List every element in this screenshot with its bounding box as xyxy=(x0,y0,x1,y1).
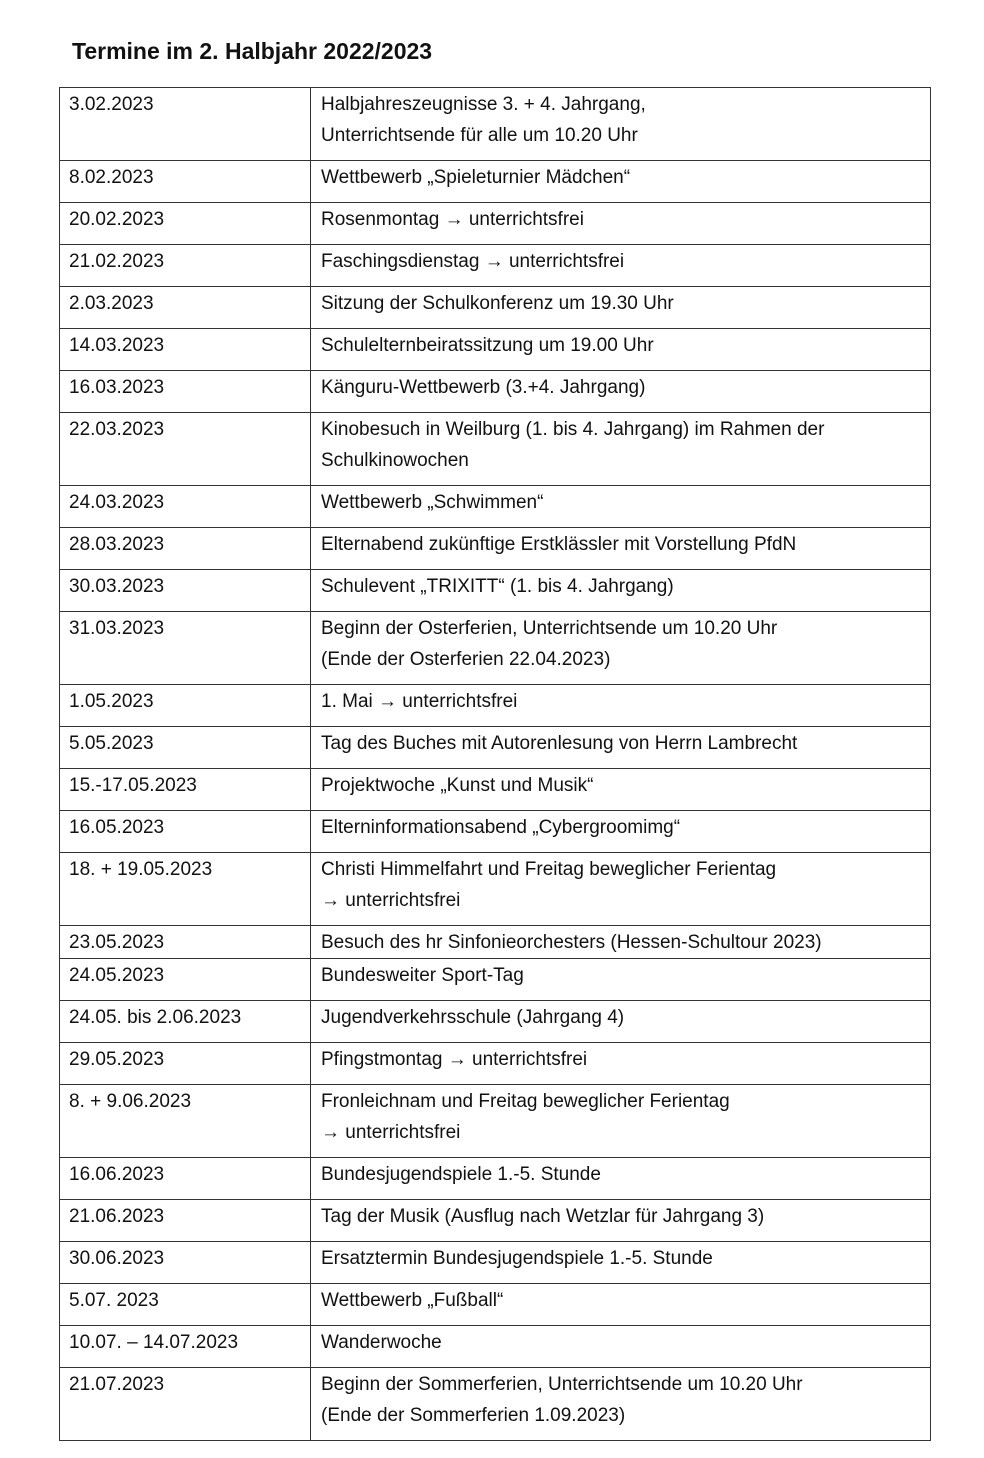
event-text-line: Wettbewerb „Fußball“ xyxy=(321,1290,504,1311)
event-cell xyxy=(311,1368,931,1441)
date-cell: 5.07. 2023 xyxy=(60,1284,311,1326)
event-text-line: Bundesweiter Sport-Tag xyxy=(321,965,524,986)
event-cell xyxy=(311,959,931,1001)
event-text-line: Beginn der Osterferien, Unterrichtsende um 10.20 Uhr xyxy=(321,618,778,639)
table-row xyxy=(60,528,931,570)
event-cell xyxy=(311,329,931,371)
date-cell: 14.03.2023 xyxy=(60,329,311,371)
date-cell: 15.-17.05.2023 xyxy=(60,769,311,811)
table-row xyxy=(60,1326,931,1368)
event-text-line: Ersatztermin Bundesjugendspiele 1.-5. Stunde xyxy=(321,1248,713,1269)
table-row xyxy=(60,959,931,1001)
event-text-line: Tag der Musik (Ausflug nach Wetzlar für Jahrgang 3) xyxy=(321,1206,765,1227)
event-text-line: Rosenmontag → unterrichtsfrei xyxy=(321,209,584,230)
date-cell: 30.06.2023 xyxy=(60,1242,311,1284)
event-text-line: Wanderwoche xyxy=(321,1332,442,1353)
date-cell: 20.02.2023 xyxy=(60,203,311,245)
event-text-line: 1. Mai → unterrichtsfrei xyxy=(321,691,518,712)
date-cell: 8.02.2023 xyxy=(60,161,311,203)
table-row xyxy=(60,486,931,528)
date-cell: 24.03.2023 xyxy=(60,486,311,528)
event-text-line: (Ende der Sommerferien 1.09.2023) xyxy=(321,1405,626,1426)
event-text-line: → unterrichtsfrei xyxy=(321,1122,461,1143)
table-row xyxy=(60,371,931,413)
schedule-table-body xyxy=(60,88,931,1441)
event-text-line: Schulelternbeiratssitzung um 19.00 Uhr xyxy=(321,335,654,356)
event-text-line: Wettbewerb „Schwimmen“ xyxy=(321,492,544,513)
date-cell: 23.05.2023 xyxy=(60,926,311,959)
event-cell xyxy=(311,853,931,926)
table-row xyxy=(60,1200,931,1242)
event-cell xyxy=(311,528,931,570)
date-cell: 21.02.2023 xyxy=(60,245,311,287)
event-cell xyxy=(311,287,931,329)
date-cell: 29.05.2023 xyxy=(60,1043,311,1085)
table-row xyxy=(60,685,931,727)
event-text-line: Wettbewerb „Spieleturnier Mädchen“ xyxy=(321,167,631,188)
date-cell: 24.05.2023 xyxy=(60,959,311,1001)
table-row xyxy=(60,1001,931,1043)
date-cell: 8. + 9.06.2023 xyxy=(60,1085,311,1158)
date-cell: 16.05.2023 xyxy=(60,811,311,853)
table-row xyxy=(60,1043,931,1085)
date-cell: 31.03.2023 xyxy=(60,612,311,685)
date-cell: 21.06.2023 xyxy=(60,1200,311,1242)
event-cell xyxy=(311,371,931,413)
event-text-line: Elterninformationsabend „Cybergroomimg“ xyxy=(321,817,681,838)
event-cell xyxy=(311,88,931,161)
table-row xyxy=(60,612,931,685)
date-cell: 22.03.2023 xyxy=(60,413,311,486)
event-cell xyxy=(311,612,931,685)
table-row xyxy=(60,413,931,486)
table-row xyxy=(60,203,931,245)
table-row xyxy=(60,769,931,811)
event-cell xyxy=(311,1158,931,1200)
event-text-line: → unterrichtsfrei xyxy=(321,890,461,911)
table-row xyxy=(60,1158,931,1200)
table-row xyxy=(60,161,931,203)
table-row xyxy=(60,853,931,926)
table-row xyxy=(60,1242,931,1284)
date-cell: 30.03.2023 xyxy=(60,570,311,612)
event-cell xyxy=(311,1085,931,1158)
event-text-line: Besuch des hr Sinfonieorchesters (Hessen-Schultour 2023) xyxy=(321,932,822,953)
date-cell: 16.06.2023 xyxy=(60,1158,311,1200)
table-row xyxy=(60,1085,931,1158)
event-text-line: Kinobesuch in Weilburg (1. bis 4. Jahrgang) im Rahmen der xyxy=(321,419,825,440)
event-text-line: Christi Himmelfahrt und Freitag beweglicher Ferientag xyxy=(321,859,777,880)
event-text-line: Projektwoche „Kunst und Musik“ xyxy=(321,775,594,796)
event-text-line: (Ende der Osterferien 22.04.2023) xyxy=(321,649,611,670)
page-title: Termine im 2. Halbjahr 2022/2023 xyxy=(72,38,433,64)
event-cell xyxy=(311,1043,931,1085)
event-cell xyxy=(311,1242,931,1284)
table-row xyxy=(60,926,931,959)
event-cell xyxy=(311,413,931,486)
event-cell xyxy=(311,1284,931,1326)
table-row xyxy=(60,1368,931,1441)
event-text-line: Schulevent „TRIXITT“ (1. bis 4. Jahrgang) xyxy=(321,576,674,597)
event-cell xyxy=(311,161,931,203)
table-row xyxy=(60,570,931,612)
date-cell: 16.03.2023 xyxy=(60,371,311,413)
table-row xyxy=(60,811,931,853)
date-cell: 2.03.2023 xyxy=(60,287,311,329)
event-cell xyxy=(311,811,931,853)
date-cell: 28.03.2023 xyxy=(60,528,311,570)
event-cell xyxy=(311,769,931,811)
event-text-line: Bundesjugendspiele 1.-5. Stunde xyxy=(321,1164,601,1185)
table-row xyxy=(60,88,931,161)
event-cell xyxy=(311,486,931,528)
event-cell xyxy=(311,1326,931,1368)
event-cell xyxy=(311,245,931,287)
event-text-line: Schulkinowochen xyxy=(321,450,469,471)
event-text-line: Pfingstmontag → unterrichtsfrei xyxy=(321,1049,588,1070)
table-row xyxy=(60,245,931,287)
table-row xyxy=(60,287,931,329)
event-text-line: Jugendverkehrsschule (Jahrgang 4) xyxy=(321,1007,625,1028)
date-cell: 3.02.2023 xyxy=(60,88,311,161)
event-cell xyxy=(311,203,931,245)
date-cell: 1.05.2023 xyxy=(60,685,311,727)
event-text-line: Fronleichnam und Freitag beweglicher Ferientag xyxy=(321,1091,730,1112)
table-row xyxy=(60,727,931,769)
table-row xyxy=(60,1284,931,1326)
event-text-line: Elternabend zukünftige Erstklässler mit Vorstellung PfdN xyxy=(321,534,797,555)
event-text-line: Faschingsdienstag → unterrichtsfrei xyxy=(321,251,625,272)
date-cell: 21.07.2023 xyxy=(60,1368,311,1441)
event-text-line: Sitzung der Schulkonferenz um 19.30 Uhr xyxy=(321,293,674,314)
event-text-line: Tag des Buches mit Autorenlesung von Herrn Lambrecht xyxy=(321,733,798,754)
event-text-line: Unterrichtsende für alle um 10.20 Uhr xyxy=(321,125,638,146)
event-text-line: Känguru-Wettbewerb (3.+4. Jahrgang) xyxy=(321,377,646,398)
event-cell xyxy=(311,1001,931,1043)
table-row xyxy=(60,329,931,371)
date-cell: 5.05.2023 xyxy=(60,727,311,769)
event-cell xyxy=(311,727,931,769)
event-text-line: Beginn der Sommerferien, Unterrichtsende um 10.20 Uhr xyxy=(321,1374,803,1395)
event-text-line: Halbjahreszeugnisse 3. + 4. Jahrgang, xyxy=(321,94,646,115)
date-cell: 24.05. bis 2.06.2023 xyxy=(60,1001,311,1043)
date-cell: 18. + 19.05.2023 xyxy=(60,853,311,926)
schedule-table xyxy=(59,87,931,1441)
event-cell xyxy=(311,685,931,727)
event-cell xyxy=(311,1200,931,1242)
date-cell: 10.07. – 14.07.2023 xyxy=(60,1326,311,1368)
event-cell xyxy=(311,570,931,612)
event-cell xyxy=(311,926,931,959)
